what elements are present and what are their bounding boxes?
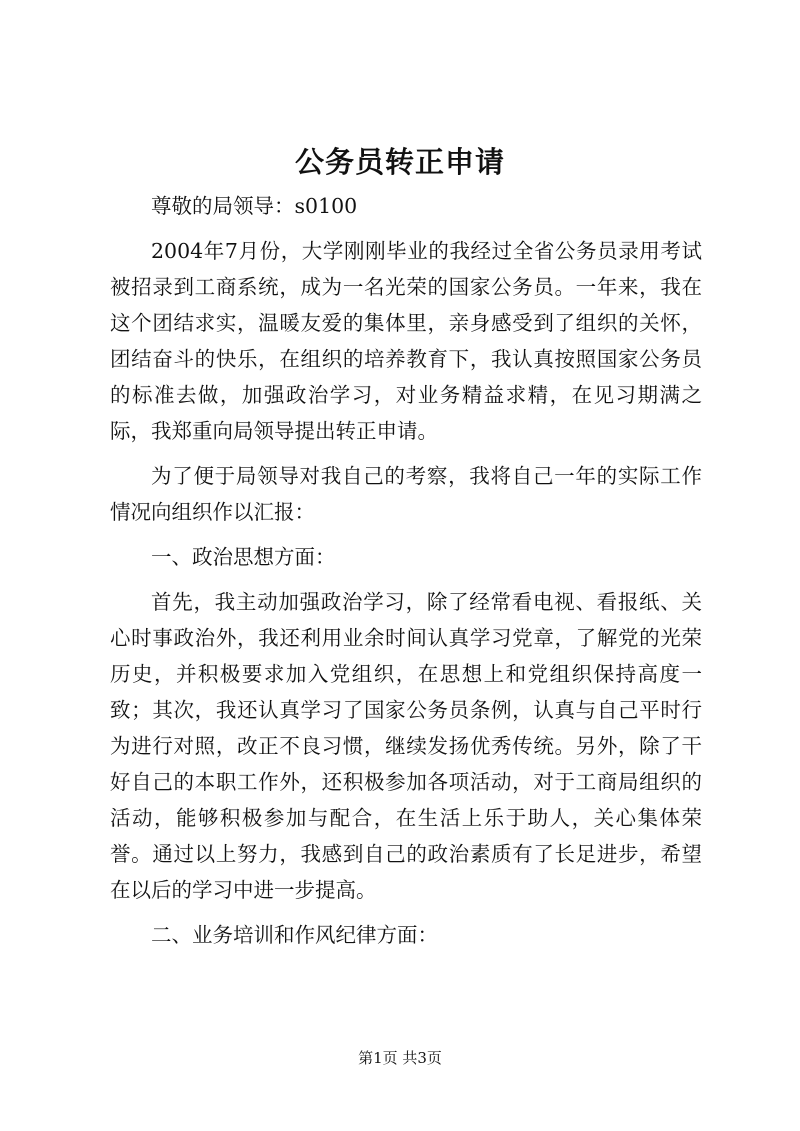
section-heading-training: 二、业务培训和作风纪律方面：: [151, 923, 438, 947]
page-footer: 第1页 共3页: [358, 1049, 442, 1067]
document-title: 公务员转正申请: [294, 145, 505, 179]
section-heading-political: 一、政治思想方面：: [151, 545, 336, 569]
intro-paragraph: 2004年7月份，大学刚刚毕业的我经过全省公务员录用考试被招录到工商系统，成为一名光荣的国家公务员。一年来，我在这个团结求实，温暖友爱的集体里，亲身感受到了组织的关怀，团结奋斗的快乐，在组织的培养教育下，我认真按照国家公务员的标准去做，加强政治学习，对业务精益求精，在见习期满之际，我郑重向局领导提出转正申请。: [110, 239, 702, 443]
report-lead-paragraph: 为了便于局领导对我自己的考察，我将自己一年的实际工作情况向组织作以汇报：: [110, 464, 702, 524]
salutation-paragraph: 尊敬的局领导：s0100: [151, 194, 358, 218]
political-paragraph: 首先，我主动加强政治学习，除了经常看电视、看报纸、关心时事政治外，我还利用业余时间认真学习党章，了解党的光荣历史，并积极要求加入党组织，在思想上和党组织保持高度一致；其次，我还认真学习了国家公务员条例，认真与自己平时行为进行对照，改正不良习惯，继续发扬优秀传统。另外，除了干好自己的本职工作外，还积极参加各项活动，对于工商局组织的活动，能够积极参加与配合，在生活上乐于助人，关心集体荣誉。通过以上努力，我感到自己的政治素质有了长足进步，希望在以后的学习中进一步提高。: [110, 590, 702, 902]
document-body: [110, 188, 702, 962]
